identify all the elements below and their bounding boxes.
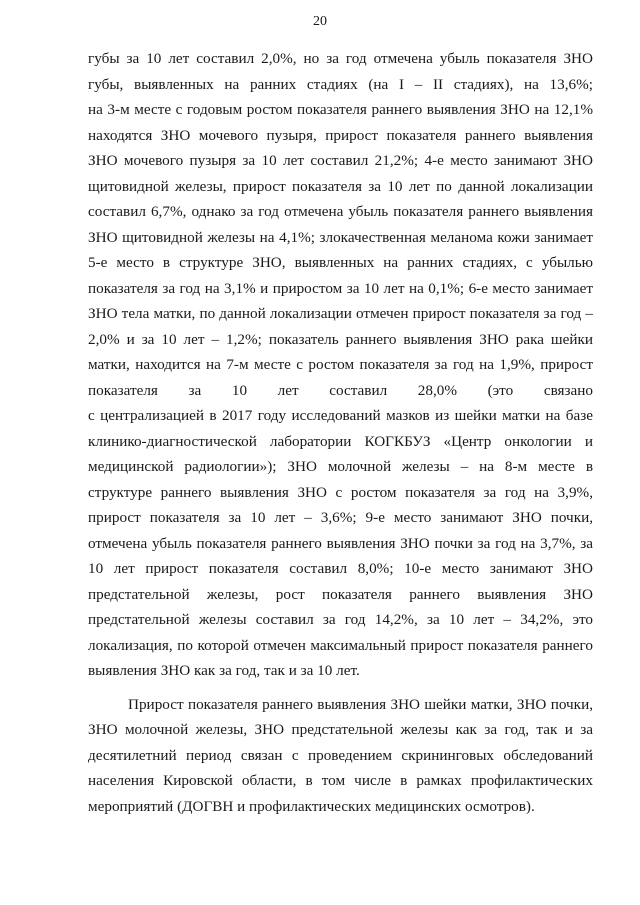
text-line: населения Кировской области, в том числе в рамках профилактических xyxy=(88,772,593,789)
text-line: медицинской радиологии»); ЗНО молочной железы – на 8-м месте в xyxy=(88,458,593,475)
text-line: губы, выявленных на ранних стадиях (на I – II стадиях), на 13,6%; xyxy=(88,75,593,93)
text-line: Прирост показателя раннего выявления ЗНО шейки матки, ЗНО почки, xyxy=(128,695,593,713)
text-line: предстательной железы составил за год 14,2%, за 10 лет – 34,2%, это xyxy=(88,611,593,628)
text-line: предстательной железы, рост показателя раннего выявления ЗНО xyxy=(88,585,593,603)
text-line: на 3-м месте с годовым ростом показателя раннего выявления ЗНО на 12,1% xyxy=(88,101,593,118)
text-line: показателя за год на 3,1% и приростом за 10 лет на 0,1%; 6-е место занимает xyxy=(88,279,593,297)
text-line: мероприятий (ДОГВН и профилактических медицинских осмотров). xyxy=(88,797,535,815)
text-line: структуре раннего выявления ЗНО с ростом показателя за год на 3,9%, xyxy=(88,483,593,501)
text-line: губы за 10 лет составил 2,0%, но за год отмечена убыль показателя ЗНО xyxy=(88,50,593,67)
paragraph-2 xyxy=(88,692,593,820)
text-line: ЗНО щитовидной железы на 4,1%; злокачественная меланома кожи занимает xyxy=(88,228,593,246)
paragraph-1 xyxy=(88,46,593,684)
text-line: клинико-диагностической лаборатории КОГКБУЗ «Центр онкологии и xyxy=(88,432,593,450)
text-line: с централизацией в 2017 году исследований мазков из шейки матки на базе xyxy=(88,407,593,424)
text-line: ЗНО молочной железы, ЗНО предстательной железы как за год, так и за xyxy=(88,721,593,738)
text-line: ЗНО мочевого пузыря за 10 лет составил 21,2%; 4-е место занимают ЗНО xyxy=(88,152,593,169)
text-line: локализация, по которой отмечен максимальный прирост показателя раннего xyxy=(88,636,593,654)
paragraph-gap xyxy=(88,684,593,692)
document-body xyxy=(88,46,593,819)
text-line: находятся ЗНО мочевого пузыря, прирост показателя раннего выявления xyxy=(88,126,593,144)
text-line: 5-е место в структуре ЗНО, выявленных на ранних стадиях, с убылью xyxy=(88,254,593,271)
text-line: матки, находится на 7-м месте с ростом показателя за год на 1,9%, прирост xyxy=(88,356,593,373)
text-line: выявления ЗНО как за год, так и за 10 лет. xyxy=(88,662,360,679)
text-line: 2,0% и за 10 лет – 1,2%; показатель раннего выявления ЗНО рака шейки xyxy=(88,330,593,348)
text-line: прирост показателя за 10 лет – 3,6%; 9-е место занимают ЗНО почки, xyxy=(88,509,593,526)
text-line: десятилетний период связан с проведением скрининговых обследований xyxy=(88,746,593,764)
page-number: 20 xyxy=(313,14,327,29)
text-line: составил 6,7%, однако за год отмечена убыль показателя раннего выявления xyxy=(88,203,593,220)
text-line: отмечена убыль показателя раннего выявления ЗНО почки за год на 3,7%, за xyxy=(88,534,593,552)
text-line: ЗНО тела матки, по данной локализации отмечен прирост показателя за год – xyxy=(88,305,593,322)
text-line: 10 лет прирост показателя составил 8,0%; 10-е место занимают ЗНО xyxy=(88,560,593,577)
text-line: щитовидной железы, прирост показателя за 10 лет по данной локализации xyxy=(88,177,593,195)
text-line: показателя за 10 лет составил 28,0% (это связано xyxy=(88,381,593,399)
